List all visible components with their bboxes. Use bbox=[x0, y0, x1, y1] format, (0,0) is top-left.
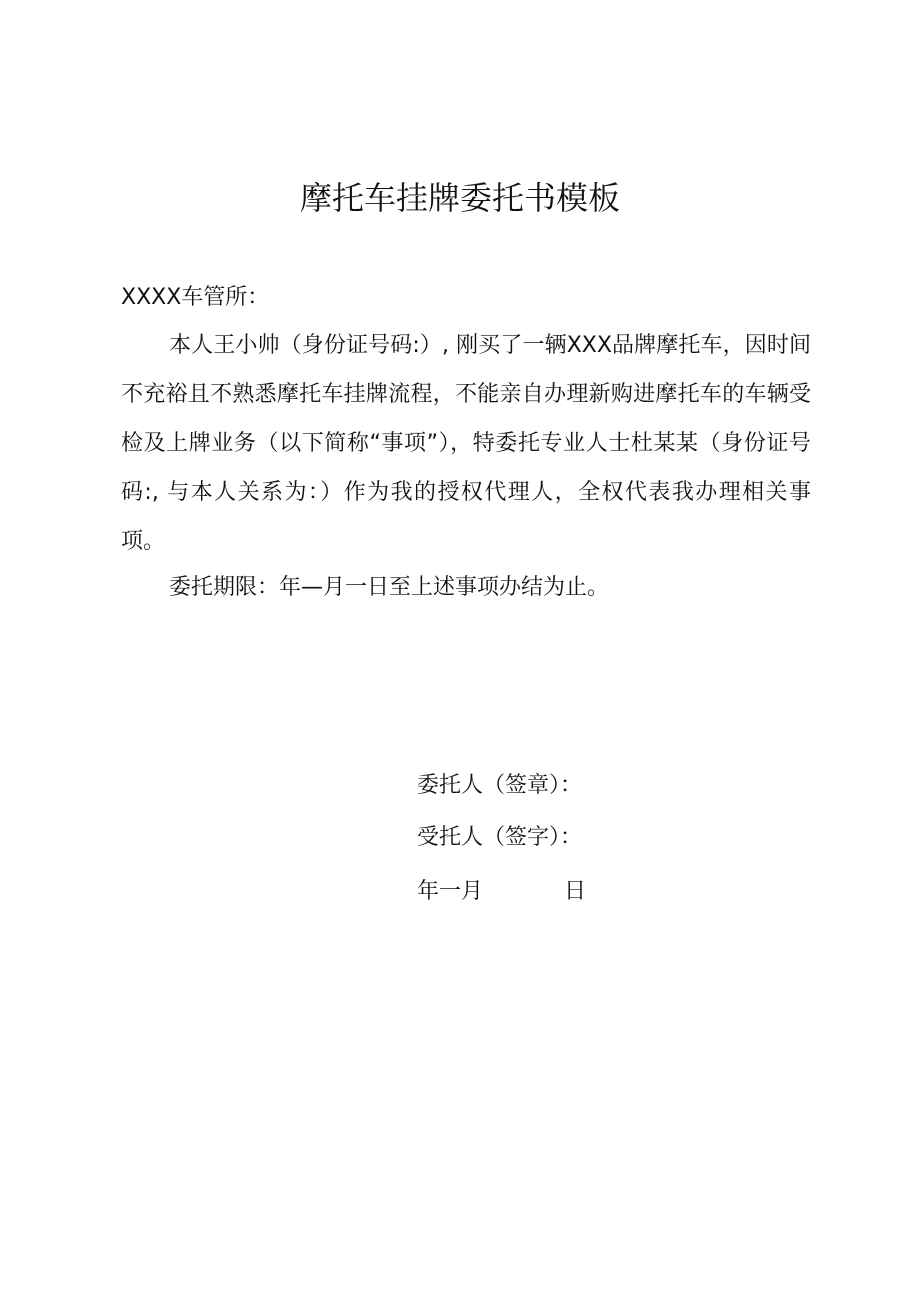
body-paragraph-term: 委托期限：年—月一日至上述事项办结为止。 bbox=[169, 575, 610, 600]
document-title: 摩托车挂牌委托书模板 bbox=[299, 179, 620, 217]
addressee-line: XXXX车管所： bbox=[121, 285, 270, 310]
date-day: 日 bbox=[564, 879, 587, 904]
body-paragraph-main: 本人王小帅（身份证号码:）, 刚买了一辆XXX品牌摩托车，因时间不充裕且不熟悉摩托车挂牌流程，不能亲自办理新购进摩托车的车辆受检及上牌业务（以下简称“事项”），特委托专业人士杜某某（身份证号码:, 与本人关系为：）作为我的授权代理人，全权代表我办理相关事项。 bbox=[121, 333, 811, 554]
principal-signature-line: 委托人（签章）： bbox=[417, 773, 583, 798]
date-year-month: 年一月 bbox=[417, 879, 484, 904]
agent-signature-line: 受托人（签字）： bbox=[417, 825, 583, 850]
